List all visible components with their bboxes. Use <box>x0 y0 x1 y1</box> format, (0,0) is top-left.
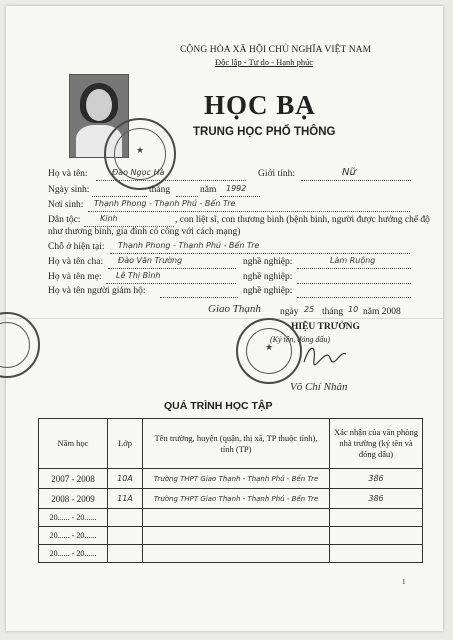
birth-year-label: năm <box>200 185 217 195</box>
row-school <box>143 509 330 527</box>
row-class: 10A <box>108 469 143 489</box>
study-history-table <box>38 418 423 563</box>
father-job-label: nghề nghiệp: <box>243 257 293 267</box>
ethnic-value: Kinh <box>100 214 118 223</box>
name-label: Họ và tên: <box>48 169 88 179</box>
section-title: QUÁ TRÌNH HỌC TẬP <box>164 400 273 412</box>
gender-label: Giới tính: <box>258 169 295 179</box>
ethnic-line2: như thương binh, gia đình có công với cách mạng) <box>48 227 241 237</box>
row-class: 11A <box>108 489 143 509</box>
row-confirm: 386 <box>330 489 423 509</box>
guardian-label: Họ và tên người giám hộ: <box>48 286 146 296</box>
row-confirm: 386 <box>330 469 423 489</box>
date-day-value: 25 <box>304 305 315 314</box>
gender-value: Nữ <box>342 167 356 178</box>
father-job-value: Làm Ruộng <box>330 256 376 265</box>
place-date-prefix: Giao Thạnh <box>208 303 261 315</box>
row-school: Trường THPT Giao Thạnh - Thạnh Phú - Bến Tre <box>143 469 330 489</box>
principal-signature-scribble <box>300 340 350 368</box>
table-row <box>39 489 423 509</box>
ethnic-tail: , con liệt sĩ, con thương binh (bệnh binh, người được hưởng chế độ <box>175 215 430 225</box>
mother-value: Lê Thị Bình <box>116 271 161 280</box>
table-row <box>39 469 423 489</box>
father-label: Họ và tên cha: <box>48 257 104 267</box>
page-number: 1 <box>402 578 406 586</box>
table-row <box>39 509 423 527</box>
header-class: Lớp <box>108 419 143 469</box>
date-month-label: tháng <box>322 307 344 317</box>
header-confirmation: Xác nhận của văn phòng nhà trường (ký tên và đóng dấu) <box>330 419 423 469</box>
header-school-year: Năm học <box>39 419 108 469</box>
name-value: Đào Ngọc Hà <box>112 168 165 177</box>
row-year: 2007 - 2008 <box>39 469 108 489</box>
republic-header: CỘNG HÒA XÃ HỘI CHỦ NGHĨA VIỆT NAM <box>180 45 372 55</box>
document-title: HỌC BẠ <box>204 90 316 120</box>
mother-label: Họ và tên mẹ: <box>48 272 102 282</box>
row-year: 20...... - 20...... <box>39 527 108 545</box>
table-header-row <box>39 419 423 469</box>
guardian-job-label: nghề nghiệp: <box>243 286 293 296</box>
principal-stamp: ★ <box>236 318 302 384</box>
row-year: 20...... - 20...... <box>39 509 108 527</box>
photo-face <box>86 89 112 121</box>
row-school <box>143 527 330 545</box>
signer-name: Võ Chí Nhân <box>290 381 348 393</box>
mother-job-label: nghề nghiệp: <box>243 272 293 282</box>
date-day-label: ngày <box>280 307 299 317</box>
birth-year-value: 1992 <box>226 184 247 193</box>
row-school <box>143 545 330 563</box>
photo-stamp: ★ <box>104 118 176 190</box>
address-label: Chỗ ở hiện tại: <box>48 242 105 252</box>
ethnic-label: Dân tộc: <box>48 215 81 225</box>
row-confirm <box>330 527 423 545</box>
row-year: 20...... - 20...... <box>39 545 108 563</box>
address-value: Thạnh Phong - Thạnh Phú - Bến Tre <box>118 241 260 250</box>
header-school: Tên trường, huyện (quận, thị xã, TP thuộc tỉnh), tỉnh (TP) <box>143 419 330 469</box>
principal-instruction: (Ký tên, đóng dấu) <box>270 335 330 344</box>
birth-month-label: tháng <box>149 185 171 195</box>
fold-line <box>6 318 443 319</box>
row-year: 2008 - 2009 <box>39 489 108 509</box>
row-school: Trường THPT Giao Thạnh - Thạnh Phú - Bến Tre <box>143 489 330 509</box>
table-row <box>39 545 423 563</box>
motto-header: Độc lập - Tự do - Hạnh phúc <box>215 57 314 67</box>
row-class <box>108 509 143 527</box>
document-subtitle: TRUNG HỌC PHỔ THÔNG <box>193 126 336 138</box>
date-year-label: năm 2008 <box>363 307 401 317</box>
row-class <box>108 545 143 563</box>
table-row <box>39 527 423 545</box>
row-confirm <box>330 509 423 527</box>
birth-label: Ngày sinh: <box>48 185 90 195</box>
principal-title: HIỆU TRƯỞNG <box>291 322 360 332</box>
date-month-value: 10 <box>348 305 359 314</box>
birthplace-value: Thạnh Phong - Thạnh Phú - Bến Tre <box>94 199 236 208</box>
father-value: Đào Văn Trường <box>118 256 183 265</box>
birthplace-label: Nơi sinh: <box>48 200 84 210</box>
row-confirm <box>330 545 423 563</box>
row-class <box>108 527 143 545</box>
